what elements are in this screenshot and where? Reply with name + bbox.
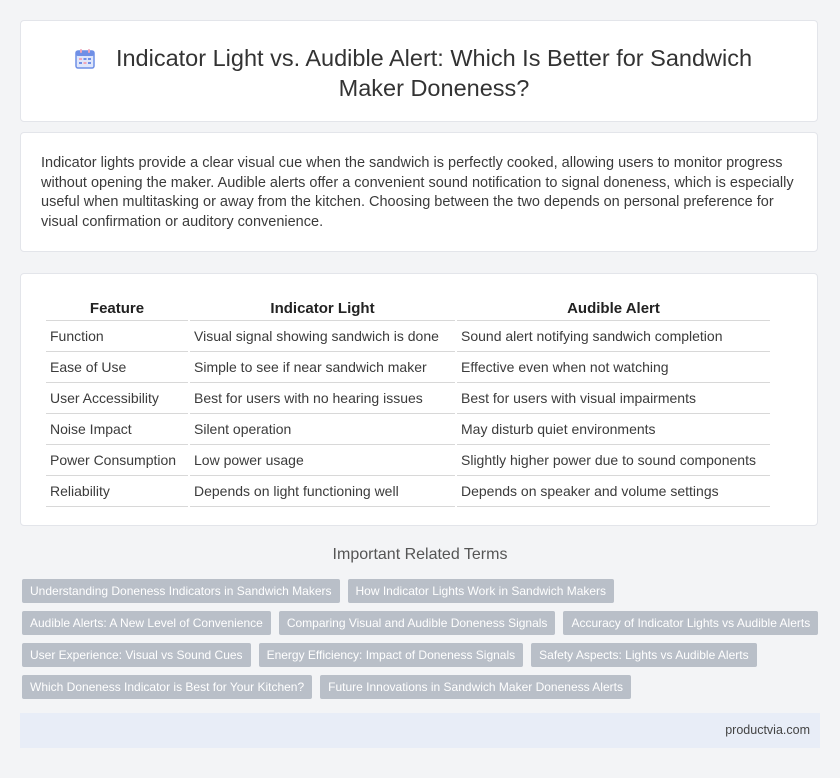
audible-alert-cell: Effective even when not watching — [457, 352, 770, 383]
table-row — [46, 476, 770, 507]
audible-alert-cell: May disturb quiet environments — [457, 414, 770, 445]
feature-cell: User Accessibility — [46, 383, 188, 414]
feature-cell: Power Consumption — [46, 445, 188, 476]
related-tag[interactable]: Accuracy of Indicator Lights vs Audible Alerts — [563, 611, 818, 635]
feature-cell: Function — [46, 321, 188, 352]
page-title: Indicator Light vs. Audible Alert: Which Is Better for Sandwich Maker Doneness? — [115, 45, 753, 101]
indicator-light-cell: Depends on light functioning well — [190, 476, 455, 507]
footer — [20, 713, 820, 748]
related-tag[interactable]: Understanding Doneness Indicators in Sandwich Makers — [22, 579, 340, 603]
table-row — [46, 445, 770, 476]
header-card — [20, 20, 818, 122]
table-row — [46, 352, 770, 383]
related-tag[interactable]: How Indicator Lights Work in Sandwich Makers — [348, 579, 615, 603]
related-tag[interactable]: Future Innovations in Sandwich Maker Doneness Alerts — [320, 675, 631, 699]
header-indicator-light: Indicator Light — [190, 296, 455, 321]
audible-alert-cell: Slightly higher power due to sound components — [457, 445, 770, 476]
indicator-light-cell: Best for users with no hearing issues — [190, 383, 455, 414]
indicator-light-cell: Low power usage — [190, 445, 455, 476]
tag-row — [22, 579, 822, 603]
related-tag[interactable]: Energy Efficiency: Impact of Doneness Signals — [259, 643, 524, 667]
related-terms-tags — [22, 579, 822, 707]
feature-cell: Reliability — [46, 476, 188, 507]
header-audible-alert: Audible Alert — [457, 296, 770, 321]
intro-card — [20, 132, 818, 252]
related-terms-heading: Important Related Terms — [332, 546, 508, 563]
audible-alert-cell: Depends on speaker and volume settings — [457, 476, 770, 507]
table-header-row — [46, 296, 770, 321]
audible-alert-cell: Best for users with visual impairments — [457, 383, 770, 414]
footer-site-link[interactable]: productvia.com — [725, 723, 810, 737]
header-feature: Feature — [46, 296, 188, 321]
tag-row — [22, 643, 822, 667]
related-tag[interactable]: User Experience: Visual vs Sound Cues — [22, 643, 251, 667]
feature-cell: Ease of Use — [46, 352, 188, 383]
tag-row — [22, 675, 822, 699]
feature-cell: Noise Impact — [46, 414, 188, 445]
related-tag[interactable]: Safety Aspects: Lights vs Audible Alerts — [531, 643, 756, 667]
audible-alert-cell: Sound alert notifying sandwich completion — [457, 321, 770, 352]
related-tag[interactable]: Audible Alerts: A New Level of Convenience — [22, 611, 271, 635]
intro-paragraph: Indicator lights provide a clear visual cue when the sandwich is perfectly cooked, allowing users to monitor progress without opening the maker. Audible alerts offer a convenient sound notification to signal doneness, which is especially useful when multitasking or away from the kitchen. Choosing between the two depends on personal preference for visual confirmation or auditory convenience. — [41, 155, 794, 230]
tag-row — [22, 611, 822, 635]
table-row — [46, 321, 770, 352]
indicator-light-cell: Visual signal showing sandwich is done — [190, 321, 455, 352]
comparison-table — [44, 296, 772, 507]
related-tag[interactable]: Which Doneness Indicator is Best for Your Kitchen? — [22, 675, 312, 699]
related-tag[interactable]: Comparing Visual and Audible Doneness Signals — [279, 611, 556, 635]
indicator-light-cell: Simple to see if near sandwich maker — [190, 352, 455, 383]
table-row — [46, 414, 770, 445]
table-row — [46, 383, 770, 414]
indicator-light-cell: Silent operation — [190, 414, 455, 445]
comparison-card — [20, 273, 818, 526]
